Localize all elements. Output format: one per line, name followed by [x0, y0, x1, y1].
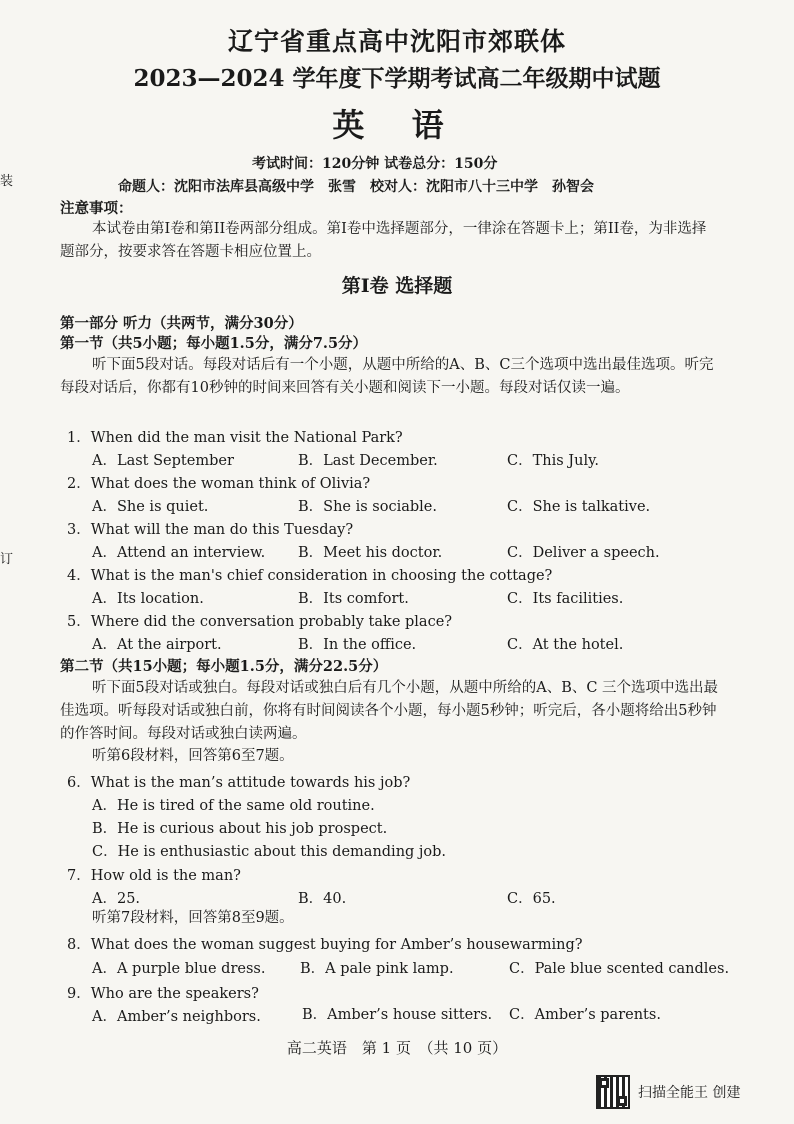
- authors-line: 命题人：沈阳市法库县高级中学 张雪 校对人：沈阳市八十三中学 孙智会: [118, 179, 594, 195]
- option-a: A．Last September: [92, 453, 234, 469]
- option-c: C．65.: [507, 891, 556, 907]
- volume-title: 第I卷 选择题: [341, 275, 453, 297]
- option-c: C．This July.: [507, 453, 599, 469]
- option-a: A．He is tired of the same old routine.: [92, 798, 375, 814]
- option-b: B．She is sociable.: [298, 499, 437, 515]
- exam-header-line1: 辽宁省重点高中沈阳市郊联体: [227, 27, 566, 56]
- option-c: C．She is talkative.: [507, 499, 651, 515]
- option-a: A．Its location.: [92, 591, 204, 607]
- section2-instructions: 听下面5段对话或独白。每段对话或独白后有几个小题，从题中所给的A、B、C 三个选项中选出最佳选项。听每段对话或独白前，你将有时间阅读各个小题，每小题5秒钟；听完后，各小题将给出5秒钟的作答时间。每段对话或独白读两遍。: [60, 680, 719, 742]
- material-6-prompt: 听第6段材料，回答第6至7题。: [92, 748, 294, 764]
- section1-title: 第一节（共5小题；每小题1.5分，满分7.5分）: [60, 335, 368, 352]
- option-b: B．Last December.: [298, 453, 438, 469]
- option-a: A．At the airport.: [92, 637, 222, 653]
- exam-info: 考试时间：120分钟 试卷总分：150分: [252, 156, 498, 172]
- question-stem: 8．What does the woman suggest buying for Amber’s housewarming?: [67, 937, 583, 953]
- question-stem: 4．What is the man's chief consideration in choosing the cottage?: [67, 568, 553, 584]
- section1-instructions: 听下面5段对话。每段对话后有一个小题，从题中所给的A、B、C三个选项中选出最佳选项。听完每段对话后，你都有10秒钟的时间来回答有关小题和阅读下一小题。每段对话仅读一遍。: [60, 357, 714, 396]
- notes-label: 注意事项：: [60, 200, 133, 217]
- option-c: C．Deliver a speech.: [507, 545, 660, 561]
- question-stem: 3．What will the man do this Tuesday?: [67, 522, 354, 538]
- option-b: B．Its comfort.: [298, 591, 409, 607]
- exam-header-line2: 2023—2024 学年度下学期考试高二年级期中试题: [133, 65, 661, 92]
- option-c: C．At the hotel.: [507, 637, 624, 653]
- option-c: C．Its facilities.: [507, 591, 624, 607]
- question-number: 4．: [67, 568, 91, 584]
- option-c: C．Pale blue scented candles.: [509, 961, 730, 977]
- section2-title: 第二节（共15小题；每小题1.5分，满分22.5分）: [60, 658, 388, 675]
- question-stem: 1．When did the man visit the National Park?: [67, 430, 403, 446]
- part1-title: 第一部分 听力（共两节，满分30分）: [60, 315, 303, 332]
- page-footer: 高二英语 第 1 页 （共 10 页）: [286, 1039, 508, 1057]
- question-number: 2．: [67, 476, 91, 492]
- option-a: A．Attend an interview.: [92, 545, 266, 561]
- option-a: A．She is quiet.: [92, 499, 209, 515]
- scanner-label: 扫描全能王 创建: [638, 1085, 741, 1101]
- option-a: A．A purple blue dress.: [92, 961, 266, 977]
- material-7-prompt: 听第7段材料，回答第8至9题。: [92, 910, 294, 926]
- question-stem: 6．What is the man’s attitude towards his job?: [67, 775, 411, 791]
- notes-body: 本试卷由第I卷和第II卷两部分组成。第I卷中选择题部分，一律涂在答题卡上；第II卷，为非选择题部分，按要求答在答题卡相应位置上。: [60, 221, 707, 260]
- question-number: 5．: [67, 614, 91, 630]
- option-a: A．25.: [92, 891, 141, 907]
- subject-title: 英 语: [332, 106, 462, 144]
- question-number: 8．: [67, 937, 91, 953]
- question-number: 1．: [67, 430, 91, 446]
- option-c: C．He is enthusiastic about this demanding job.: [92, 844, 447, 860]
- scanner-watermark: [596, 1075, 740, 1109]
- question-number: 7．: [67, 868, 91, 884]
- binding-mark: 订: [0, 552, 14, 567]
- option-b: B．Meet his doctor.: [298, 545, 443, 561]
- question-stem: 2．What does the woman think of Olivia?: [67, 476, 371, 492]
- question-number: 3．: [67, 522, 91, 538]
- question-stem: 5．Where did the conversation probably take place?: [67, 614, 453, 630]
- option-b: B．40.: [298, 891, 347, 907]
- option-b: B．A pale pink lamp.: [300, 961, 454, 977]
- question-number: 6．: [67, 775, 91, 791]
- option-b: B．In the office.: [298, 637, 417, 653]
- question-stem: 7．How old is the man?: [67, 868, 241, 884]
- option-a: A．Amber’s neighbors.: [92, 1009, 261, 1025]
- qr-code-icon: [596, 1075, 630, 1109]
- option-c: C．Amber’s parents.: [509, 1007, 661, 1023]
- question-stem: 9．Who are the speakers?: [67, 986, 259, 1002]
- option-b: B．Amber’s house sitters.: [302, 1007, 493, 1023]
- option-b: B．He is curious about his job prospect.: [92, 821, 388, 837]
- binding-mark: 装: [0, 174, 14, 189]
- question-number: 9．: [67, 986, 91, 1002]
